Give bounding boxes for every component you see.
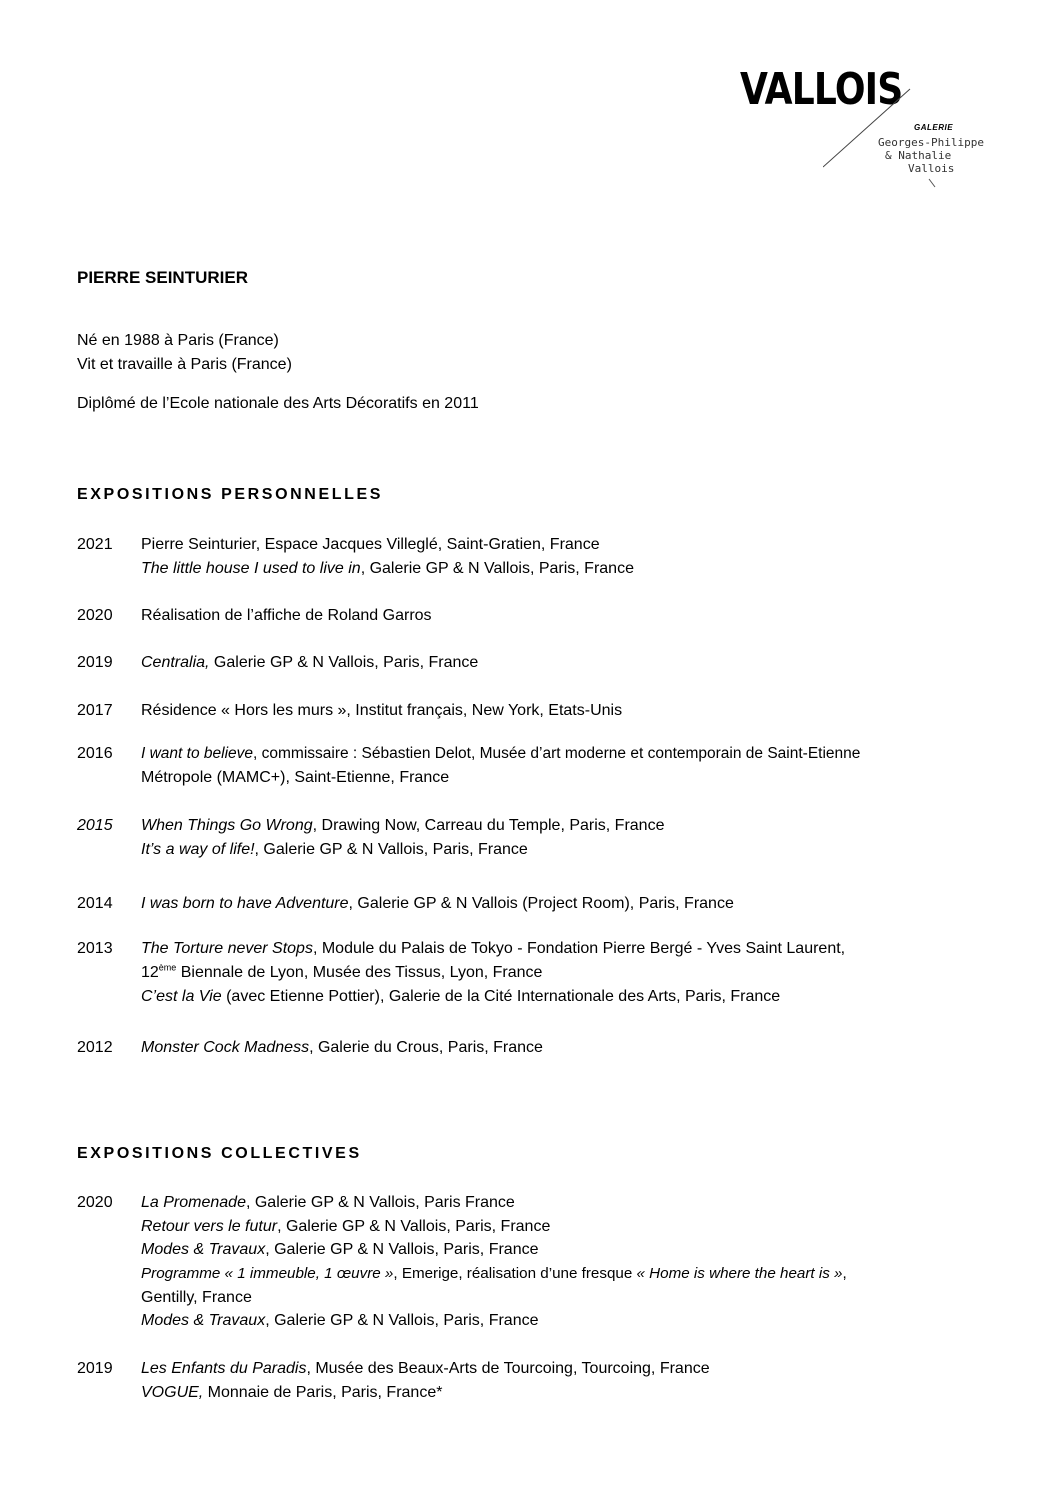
solo-entry-line: It’s a way of life!, Galerie GP & N Vallois, Paris, France [141,841,528,858]
solo-entry-line: I was born to have Adventure, Galerie GP & N Vallois (Project Room), Paris, France [141,895,734,912]
solo-entry-line: The Torture never Stops, Module du Palais de Tokyo - Fondation Pierre Bergé - Yves Saint Laurent, [141,940,846,957]
logo-galerie-label: GALERIE [914,123,954,132]
logo-small-slash [928,178,936,188]
group-entry-line: Modes & Travaux, Galerie GP & N Vallois, Paris, France [141,1241,539,1258]
artist-diploma: Diplômé de l’Ecole nationale des Arts Décoratifs en 2011 [77,395,479,412]
group-entry-line: Modes & Travaux, Galerie GP & N Vallois, Paris, France [141,1312,539,1329]
group-entry-line: Les Enfants du Paradis, Musée des Beaux-Arts de Tourcoing, Tourcoing, France [141,1360,710,1377]
logo-subtitle-line2: & Nathalie [885,149,952,162]
solo-entry-line: The little house I used to live in, Galerie GP & N Vallois, Paris, France [141,560,634,577]
artist-residence: Vit et travaille à Paris (France) [77,356,292,373]
solo-entry-line: When Things Go Wrong, Drawing Now, Carreau du Temple, Paris, France [141,817,665,834]
solo-exhibitions-heading: EXPOSITIONS PERSONNELLES [77,486,384,503]
solo-entry-line: 12ème Biennale de Lyon, Musée des Tissus, Lyon, France [141,962,543,981]
solo-year: 2017 [77,702,113,719]
group-entry-line: Gentilly, France [141,1289,252,1306]
solo-year: 2016 [77,745,113,762]
artist-birth: Né en 1988 à Paris (France) [77,332,279,349]
group-entry-line: La Promenade, Galerie GP & N Vallois, Paris France [141,1194,515,1211]
solo-year: 2021 [77,536,113,553]
solo-year: 2012 [77,1039,113,1056]
solo-year: 2014 [77,895,113,912]
solo-entry-line: Résidence « Hors les murs », Institut français, New York, Etats-Unis [141,702,623,719]
group-year: 2020 [77,1194,113,1211]
solo-entry-line: Centralia, Galerie GP & N Vallois, Paris, France [141,654,479,671]
solo-year: 2019 [77,654,113,671]
solo-year: 2013 [77,940,113,957]
gallery-logo-wordmark: VALLOIS [740,64,903,115]
solo-entry-line: Pierre Seinturier, Espace Jacques Villeglé, Saint-Gratien, France [141,536,600,553]
solo-entry-line: I want to believe, commissaire : Sébastien Delot, Musée d’art moderne et contemporain de Saint-Etienne [141,745,861,762]
group-entry-line: VOGUE, Monnaie de Paris, Paris, France* [141,1384,443,1401]
group-entry-line: Programme « 1 immeuble, 1 œuvre », Emerige, réalisation d’une fresque « Home is where the heart is », [141,1265,847,1282]
solo-entry-line: C’est la Vie (avec Etienne Pottier), Galerie de la Cité Internationale des Arts, Paris, France [141,988,781,1005]
group-year: 2019 [77,1360,113,1377]
logo-subtitle-line3: Vallois [908,162,955,175]
solo-year: 2015 [77,817,113,834]
group-exhibitions-heading: EXPOSITIONS COLLECTIVES [77,1145,362,1162]
solo-entry-line: Métropole (MAMC+), Saint-Etienne, France [141,769,450,786]
solo-year: 2020 [77,607,113,624]
artist-name: PIERRE SEINTURIER [77,268,248,287]
logo-subtitle-line1: Georges-Philippe [878,136,984,149]
solo-entry-line: Réalisation de l’affiche de Roland Garros [141,607,432,624]
solo-entry-line: Monster Cock Madness, Galerie du Crous, Paris, France [141,1039,543,1056]
group-entry-line: Retour vers le futur, Galerie GP & N Vallois, Paris, France [141,1218,551,1235]
